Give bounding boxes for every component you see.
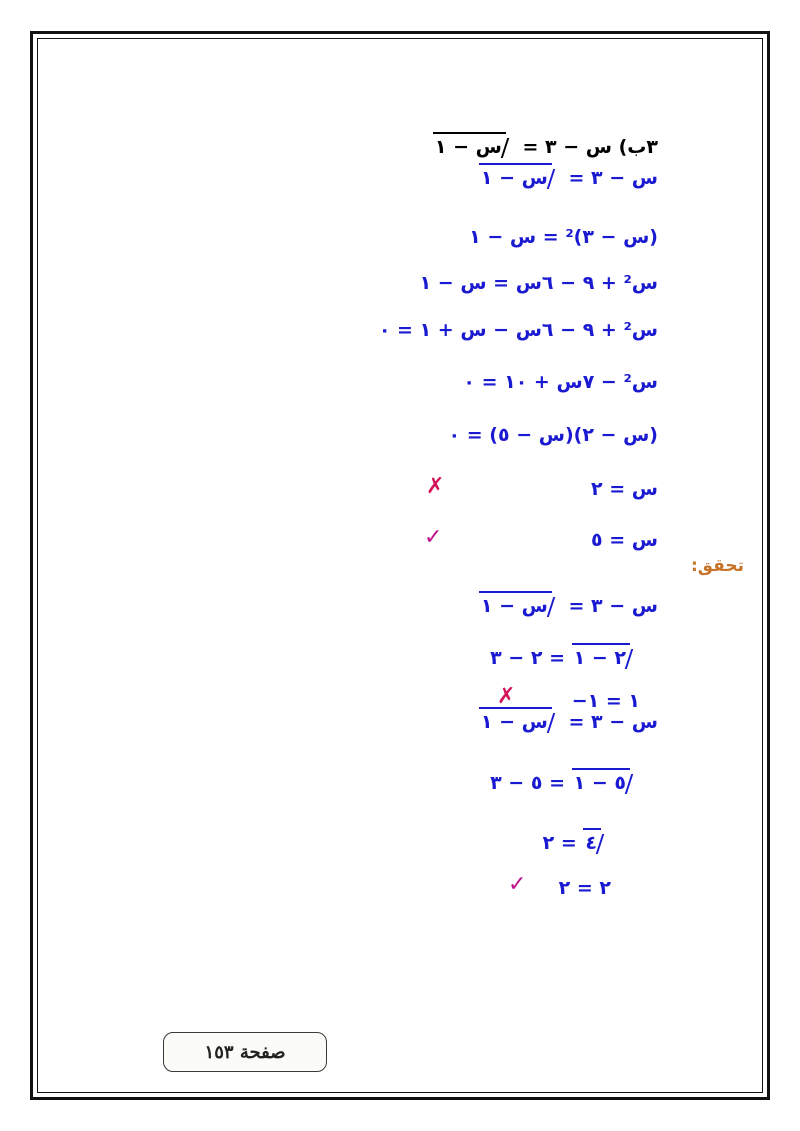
cross-mark-icon: ✗ <box>497 684 516 709</box>
check2-3-radical <box>583 828 601 854</box>
check2-lhs: س − ٣ = <box>568 711 658 733</box>
problem-radical <box>433 132 506 158</box>
check2-3-lhs: ٢ = <box>542 832 577 854</box>
check2-line-3 <box>543 828 611 854</box>
check2-2-radical <box>572 768 630 794</box>
check1-2-lhs: ٢ − ٣ = <box>490 647 565 669</box>
page-number-label: صفحة ١٥٣ <box>204 1041 286 1063</box>
check2-line-2 <box>490 768 640 794</box>
check1-2-radicand: ٢ − ١ <box>573 647 626 669</box>
verify-label: تحقق: <box>691 556 744 576</box>
check1-2-radical <box>572 643 630 669</box>
check-mark-icon: ✓ <box>424 525 443 550</box>
check2-radical <box>479 707 552 733</box>
step-2: (س − ٣)² = س − ١ <box>469 226 658 248</box>
check2-line-1 <box>479 707 658 733</box>
check1-line-2 <box>490 643 640 669</box>
problem-number: ٣ب) <box>618 136 658 158</box>
check-mark-icon: ✓ <box>508 872 527 897</box>
step-4: س² + ٩ − ٦س − س + ١ = ٠ <box>378 319 658 341</box>
step-1 <box>479 163 658 189</box>
check2-3-radicand: ٤ <box>585 832 597 854</box>
check1-radicand: س − ١ <box>480 595 548 617</box>
step-6: (س − ٢)(س − ٥) = ٠ <box>448 424 658 446</box>
step-5: س² − ٧س + ١٠ = ٠ <box>463 371 658 393</box>
step-8: س = ٥ <box>591 529 658 551</box>
problem-lhs: س − ٣ = <box>522 136 612 158</box>
check2-line-4: ٢ = ٢ <box>558 877 611 899</box>
check1-line-1 <box>479 591 658 617</box>
problem-radicand: س − ١ <box>434 136 502 158</box>
step-7: س = ٢ <box>591 478 658 500</box>
check1-radical <box>479 591 552 617</box>
cross-mark-icon: ✗ <box>426 474 445 499</box>
step-1-radicand: س − ١ <box>480 167 548 189</box>
check1-lhs: س − ٣ = <box>568 595 658 617</box>
page-number-box <box>163 1032 327 1072</box>
check2-radicand: س − ١ <box>480 711 548 733</box>
check2-2-lhs: ٥ − ٣ = <box>490 772 565 794</box>
step-1-radical <box>479 163 552 189</box>
inner-border <box>37 38 763 1093</box>
step-3: س² + ٩ − ٦س = س − ١ <box>419 272 658 294</box>
check1-line-3: −١ = ١ <box>571 690 640 712</box>
check2-2-radicand: ٥ − ١ <box>573 772 626 794</box>
step-1-lhs: س − ٣ = <box>568 167 658 189</box>
problem-heading <box>433 132 658 158</box>
